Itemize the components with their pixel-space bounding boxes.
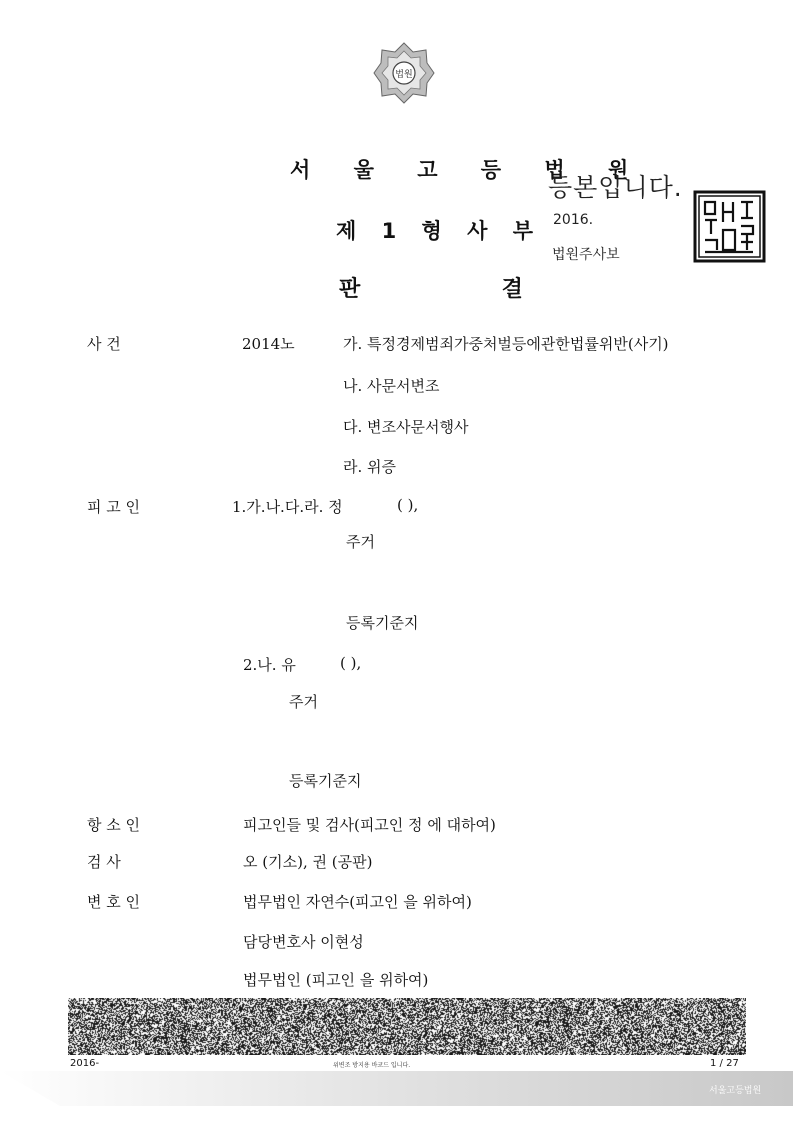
document-title xyxy=(339,272,541,303)
counsel-line: 담당변호사 이현성 xyxy=(243,933,364,951)
charge-item: 다. 변조사문서행사 xyxy=(343,418,469,436)
court-emblem-logo xyxy=(373,42,435,104)
defendant-2-id: ( ), xyxy=(340,654,362,672)
document-number: 2016- xyxy=(70,1058,100,1069)
prosecutor-label: 검 사 xyxy=(87,853,121,871)
footer-ribbon xyxy=(0,1071,793,1106)
defendant-2-name: 2.나. 유 xyxy=(243,656,296,674)
defendant-2-address-label: 주거 xyxy=(289,693,318,711)
appellant-value: 피고인들 및 검사(피고인 정 에 대하여) xyxy=(243,816,496,834)
defendant-1-name: 1.가.나.다.라. 정 xyxy=(232,498,343,516)
defendant-1-domicile-label: 등록기준지 xyxy=(346,614,419,632)
title-char-1: 판 xyxy=(339,277,379,302)
anti-forgery-barcode xyxy=(68,998,746,1055)
court-footer-text: 서울고등법원 xyxy=(709,1086,762,1096)
counsel-label: 변 호 인 xyxy=(87,893,141,911)
charge-item: 가. 특정경제범죄가중처벌등에관한법률위반(사기) xyxy=(343,335,669,353)
certified-year: 2016. xyxy=(553,212,594,228)
emblem-text: 법원 xyxy=(395,70,413,80)
appellant-label: 항 소 인 xyxy=(87,816,141,834)
defendant-label: 피 고 인 xyxy=(87,498,141,516)
charge-item: 나. 사문서변조 xyxy=(343,377,440,395)
counsel-line: 법무법인 (피고인 을 위하여) xyxy=(243,971,429,989)
defendant-1-address-label: 주거 xyxy=(346,533,375,551)
case-label: 사 건 xyxy=(87,335,121,353)
court-name: 서 울 고 등 법 원 xyxy=(290,158,647,182)
charge-item: 라. 위증 xyxy=(343,458,397,476)
title-char-2: 결 xyxy=(501,277,541,302)
official-seal-icon xyxy=(693,190,766,263)
counsel-line: 법무법인 자연수(피고인 을 위하여) xyxy=(243,893,472,911)
certified-copy-stamp: 등본입니다. xyxy=(548,173,683,202)
division-name: 제 1 형 사 부 xyxy=(336,219,542,243)
page-number: 1 / 27 xyxy=(710,1058,739,1069)
prosecutor-value: 오 (기소), 권 (공판) xyxy=(243,853,373,871)
certified-clerk-title: 법원주사보 xyxy=(552,247,620,263)
defendant-1-id: ( ), xyxy=(397,496,419,514)
case-number: 2014노 xyxy=(242,335,295,353)
barcode-note: 위변조 방지용 바코드 입니다. xyxy=(333,1062,411,1069)
defendant-2-domicile-label: 등록기준지 xyxy=(289,772,362,790)
